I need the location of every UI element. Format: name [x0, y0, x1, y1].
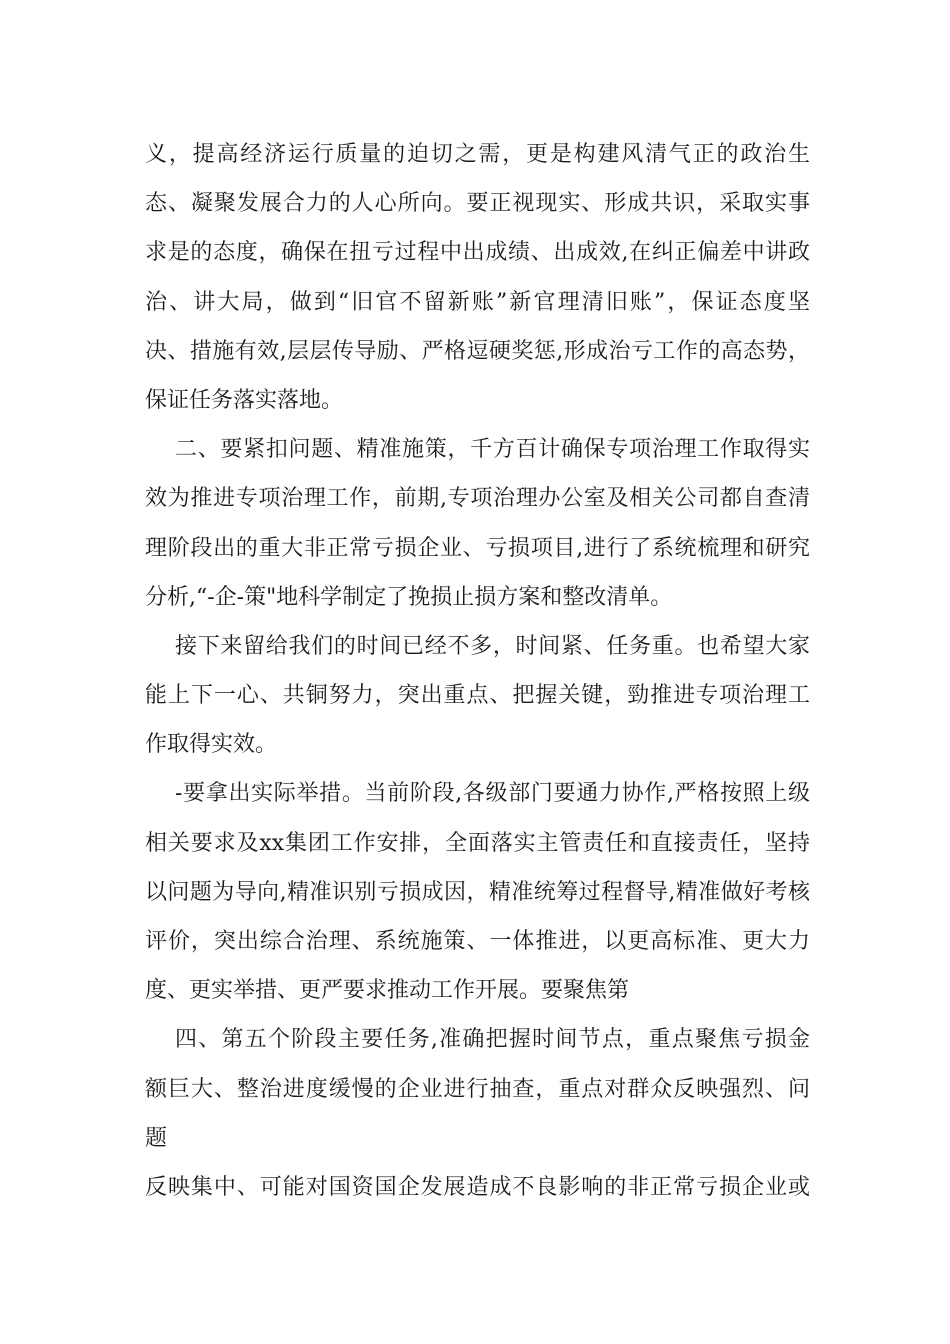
text-line: 决、措施有效,层层传导励、严格逗硬奖惩,形成治亏工作的高态势， — [145, 338, 810, 364]
text-line: 评价，突出综合治理、系统施策、一体推进，以更高标准、更大力 — [145, 929, 810, 954]
text-line: 理阶段出的重大非正常亏损企业、亏损项目,进行了系统梳理和研究 — [145, 535, 810, 561]
text-line: 以问题为导向,精准识别亏损成因，精准统筹过程督导,精准做好考核 — [145, 879, 810, 905]
text-line: 度、更实举措、更严要求推动工作开展。要聚焦第 — [145, 978, 630, 1004]
paragraph-start-line: 二、要紧扣问题、精准施策，千方百计确保专项治理工作取得实 — [175, 437, 810, 463]
paragraph-start-line: 接下来留给我们的时间已经不多，时间紧、任务重。也希望大家 — [175, 633, 810, 659]
text-line: 义，提高经济运行质量的迫切之需，更是构建风清气正的政治生 — [145, 142, 810, 167]
text-line: 题 — [145, 1125, 168, 1151]
text-line: 态、凝聚发展合力的人心所向。要正视现实、形成共识，采取实事 — [145, 191, 810, 217]
text-line: 治、讲大局，做到“旧官不留新账”新官理清旧账”，保证态度坚 — [145, 289, 810, 315]
body-text — [145, 130, 810, 1212]
text-line: 求是的态度，确保在扭亏过程中出成绩、出成效,在纠正偏差中讲政 — [145, 240, 810, 266]
text-line: 额巨大、整治进度缓慢的企业进行抽查，重点对群众反映强烈、问 — [145, 1076, 810, 1102]
text-line: 分析,“-企-策"地科学制定了挽损止损方案和整改清单。 — [145, 584, 673, 610]
text-line: 作取得实效。 — [145, 732, 278, 758]
text-line: 效为推进专项治理工作，前期,专项治理办公室及相关公司都自查清 — [145, 486, 810, 512]
paragraph-start-line: 四、第五个阶段主要任务,准确把握时间节点，重点聚焦亏损金 — [175, 1027, 810, 1053]
text-line: 反映集中、可能对国资国企发展造成不良影响的非正常亏损企业或 — [145, 1174, 810, 1200]
text-line: 保证任务落实落地。 — [145, 387, 344, 413]
text-line: 能上下一心、共铜努力，突出重点、把握关键，勁推进专项治理工 — [145, 683, 810, 709]
text-line: 相关要求及xx集团工作安排，全面落实主管责任和直接责任，坚持 — [145, 830, 810, 856]
paragraph-start-line: -要拿出实际举措。当前阶段,各级部门要通力协作,严格按照上级 — [175, 781, 810, 807]
